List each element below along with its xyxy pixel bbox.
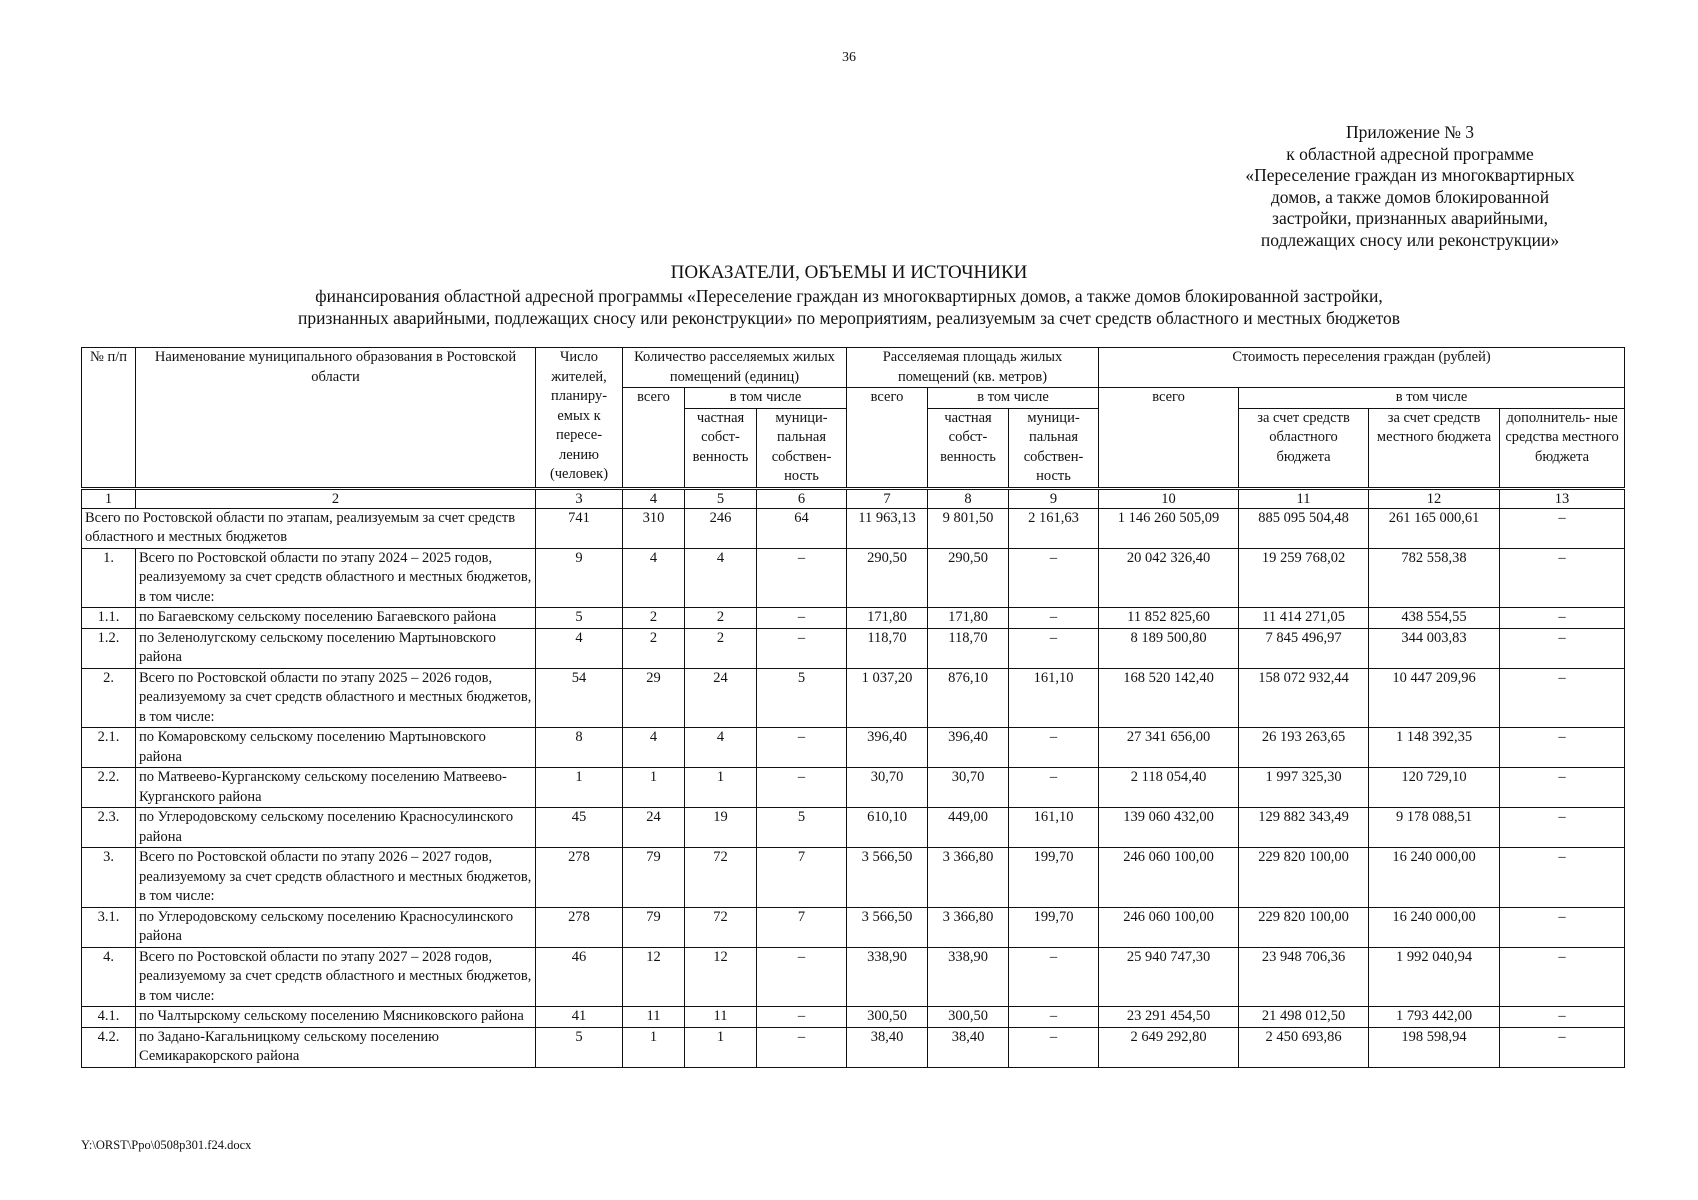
column-number: 9	[1009, 488, 1099, 508]
table-cell: 19 259 768,02	[1239, 548, 1369, 608]
column-numbers-row	[82, 488, 1625, 508]
table-row	[82, 1027, 1625, 1067]
table-cell: –	[1009, 1007, 1099, 1028]
header-residents: Число жителей, планиру- емых к пересе- лению (человек)	[536, 348, 623, 489]
table-cell: 2 118 054,40	[1099, 768, 1239, 808]
table-cell: 199,70	[1009, 848, 1099, 908]
table-cell: –	[1500, 1027, 1625, 1067]
table-cell: 2	[623, 608, 685, 629]
table-cell: 290,50	[928, 548, 1009, 608]
table-cell: 79	[623, 848, 685, 908]
header-local-budget: за счет средств местного бюджета	[1369, 408, 1500, 488]
row-name: по Углеродовскому сельскому поселению Красносулинского района	[136, 907, 536, 947]
table-cell: 300,50	[928, 1007, 1009, 1028]
header-units-municipal: муници- пальная собствен- ность	[757, 408, 847, 488]
table-cell: 4	[623, 548, 685, 608]
row-name: по Багаевскому сельскому поселению Багаевского района	[136, 608, 536, 629]
table-cell: 4	[623, 728, 685, 768]
table-row	[82, 728, 1625, 768]
table-cell: 1	[685, 768, 757, 808]
row-name: по Чалтырскому сельскому поселению Мясниковского района	[136, 1007, 536, 1028]
table-cell: 290,50	[847, 548, 928, 608]
table-cell: –	[1009, 768, 1099, 808]
row-name: Всего по Ростовской области по этапу 2026 – 2027 годов, реализуемому за счет средств областного и местных бюджетов, в том числе:	[136, 848, 536, 908]
table-row	[82, 628, 1625, 668]
appendix-line: домов, а также домов блокированной	[1270, 186, 1550, 207]
row-name: по Задано-Кагальницкому сельскому поселению Семикаракорского района	[136, 1027, 536, 1067]
table-cell: 8 189 500,80	[1099, 628, 1239, 668]
table-cell: 11	[685, 1007, 757, 1028]
column-number: 10	[1099, 488, 1239, 508]
table-cell: 139 060 432,00	[1099, 808, 1239, 848]
header-units-incl: в том числе	[685, 388, 847, 409]
appendix-block	[1200, 122, 1620, 251]
table-cell: 41	[536, 1007, 623, 1028]
table-cell: –	[1009, 1027, 1099, 1067]
table-cell: 278	[536, 907, 623, 947]
table-cell: 161,10	[1009, 808, 1099, 848]
header-units-group: Количество расселяемых жилых помещений (единиц)	[623, 348, 847, 388]
table-cell: 344 003,83	[1369, 628, 1500, 668]
table-cell: 11	[623, 1007, 685, 1028]
row-number: 2.3.	[82, 808, 136, 848]
table-cell: 229 820 100,00	[1239, 848, 1369, 908]
table-cell: 1	[623, 768, 685, 808]
table-cell: –	[1500, 848, 1625, 908]
table-cell: 38,40	[847, 1027, 928, 1067]
table-cell: 2 161,63	[1009, 508, 1099, 548]
table-cell: 25 940 747,30	[1099, 947, 1239, 1007]
appendix-line: «Переселение граждан из многоквартирных	[1245, 165, 1575, 185]
header-name: Наименование муниципального образования в Ростовской области	[136, 348, 536, 489]
table-cell: 4	[685, 728, 757, 768]
table-cell: 11 963,13	[847, 508, 928, 548]
row-name: Всего по Ростовской области по этапу 2024 – 2025 годов, реализуемому за счет средств областного и местных бюджетов, в том числе:	[136, 548, 536, 608]
table-cell: 24	[685, 668, 757, 728]
table-cell: 10 447 209,96	[1369, 668, 1500, 728]
table-cell: 16 240 000,00	[1369, 848, 1500, 908]
table-cell: 246 060 100,00	[1099, 848, 1239, 908]
table-cell: 1	[623, 1027, 685, 1067]
table-cell: 72	[685, 848, 757, 908]
table-cell: 168 520 142,40	[1099, 668, 1239, 728]
header-area-group: Расселяемая площадь жилых помещений (кв. метров)	[847, 348, 1099, 388]
table-cell: 161,10	[1009, 668, 1099, 728]
table-cell: 3 566,50	[847, 848, 928, 908]
header-area-incl: в том числе	[928, 388, 1099, 409]
table-cell: 2	[685, 628, 757, 668]
table-cell: 5	[536, 608, 623, 629]
row-number: 4.2.	[82, 1027, 136, 1067]
table-cell: 1	[685, 1027, 757, 1067]
table-row	[82, 1007, 1625, 1028]
table-row	[82, 768, 1625, 808]
table-cell: 2 450 693,86	[1239, 1027, 1369, 1067]
table-cell: –	[757, 728, 847, 768]
table-cell: 199,70	[1009, 907, 1099, 947]
column-number: 13	[1500, 488, 1625, 508]
table-cell: 1 793 442,00	[1369, 1007, 1500, 1028]
table-cell: –	[1500, 1007, 1625, 1028]
table-cell: –	[757, 548, 847, 608]
table-cell: 9	[536, 548, 623, 608]
table-cell: 8	[536, 728, 623, 768]
table-cell: –	[1500, 947, 1625, 1007]
table-cell: 885 095 504,48	[1239, 508, 1369, 548]
table-cell: 30,70	[928, 768, 1009, 808]
table-cell: –	[1009, 608, 1099, 629]
table-cell: 30,70	[847, 768, 928, 808]
table-cell: 38,40	[928, 1027, 1009, 1067]
table-cell: 4	[536, 628, 623, 668]
table-cell: –	[757, 768, 847, 808]
table-cell: 171,80	[847, 608, 928, 629]
row-name: по Матвеево-Курганскому сельскому поселению Матвеево-Курганского района	[136, 768, 536, 808]
table-cell: 5	[536, 1027, 623, 1067]
table-cell: –	[757, 608, 847, 629]
header-extra-local: дополнитель- ные средства местного бюджета	[1500, 408, 1625, 488]
table-cell: 198 598,94	[1369, 1027, 1500, 1067]
table-cell: 5	[757, 808, 847, 848]
column-number: 3	[536, 488, 623, 508]
row-number: 4.1.	[82, 1007, 136, 1028]
table-cell: 29	[623, 668, 685, 728]
table-cell: 1 992 040,94	[1369, 947, 1500, 1007]
header-area-total: всего	[847, 388, 928, 489]
table-cell: 1 148 392,35	[1369, 728, 1500, 768]
table-cell: 24	[623, 808, 685, 848]
row-number: 2.	[82, 668, 136, 728]
table-cell: 2 649 292,80	[1099, 1027, 1239, 1067]
table-cell: 7	[757, 907, 847, 947]
table-cell: –	[1500, 907, 1625, 947]
table-cell: 3 366,80	[928, 848, 1009, 908]
table-cell: 396,40	[928, 728, 1009, 768]
table-cell: 9 178 088,51	[1369, 808, 1500, 848]
table-cell: 23 291 454,50	[1099, 1007, 1239, 1028]
table-cell: 338,90	[928, 947, 1009, 1007]
table-cell: –	[1009, 548, 1099, 608]
column-number: 2	[136, 488, 536, 508]
row-number: 1.	[82, 548, 136, 608]
table-cell: 27 341 656,00	[1099, 728, 1239, 768]
appendix-line: Приложение № 3	[1345, 122, 1475, 142]
appendix-line: подлежащих сносу или реконструкции»	[1260, 229, 1560, 250]
column-number: 5	[685, 488, 757, 508]
table-cell: 7	[757, 848, 847, 908]
table-cell: –	[1500, 768, 1625, 808]
table-cell: 118,70	[928, 628, 1009, 668]
page-number: 36	[842, 50, 856, 65]
table-cell: 79	[623, 907, 685, 947]
table-row	[82, 808, 1625, 848]
table-row	[82, 608, 1625, 629]
grand-total-row	[82, 508, 1625, 548]
table-cell: 12	[623, 947, 685, 1007]
table-cell: 64	[757, 508, 847, 548]
header-regional-budget: за счет средств областного бюджета	[1239, 408, 1369, 488]
subtitle-line: финансирования областной адресной программы «Переселение граждан из многоквартирных домов, а также домов блокированной застройки,	[315, 286, 1383, 306]
table-cell: 120 729,10	[1369, 768, 1500, 808]
column-number: 1	[82, 488, 136, 508]
table-cell: 46	[536, 947, 623, 1007]
table-cell: 449,00	[928, 808, 1009, 848]
table-cell: –	[1500, 548, 1625, 608]
column-number: 8	[928, 488, 1009, 508]
row-name: по Комаровскому сельскому поселению Мартыновского района	[136, 728, 536, 768]
table-cell: 2	[623, 628, 685, 668]
appendix-line: застройки, признанных аварийными,	[1272, 208, 1548, 228]
table-cell: 338,90	[847, 947, 928, 1007]
table-cell: 9 801,50	[928, 508, 1009, 548]
table-cell: 1 146 260 505,09	[1099, 508, 1239, 548]
table-cell: –	[757, 628, 847, 668]
table-cell: 158 072 932,44	[1239, 668, 1369, 728]
header-area-private: частная собст- венность	[928, 408, 1009, 488]
column-number: 6	[757, 488, 847, 508]
table-cell: 11 852 825,60	[1099, 608, 1239, 629]
row-number: 2.1.	[82, 728, 136, 768]
table-cell: 3 366,80	[928, 907, 1009, 947]
table-body	[82, 348, 1625, 1068]
row-number: 3.	[82, 848, 136, 908]
header-area-municipal: муници- пальная собствен- ность	[1009, 408, 1099, 488]
table-cell: 3 566,50	[847, 907, 928, 947]
table-cell: –	[1500, 728, 1625, 768]
table-cell: 782 558,38	[1369, 548, 1500, 608]
table-cell: 72	[685, 907, 757, 947]
grand-total-label: Всего по Ростовской области по этапам, реализуемым за счет средств областного и местных бюджетов	[82, 508, 536, 548]
financing-table	[81, 347, 1625, 1068]
table-cell: 1 997 325,30	[1239, 768, 1369, 808]
table-cell: 20 042 326,40	[1099, 548, 1239, 608]
column-number: 4	[623, 488, 685, 508]
table-cell: –	[757, 1007, 847, 1028]
table-cell: –	[1500, 668, 1625, 728]
document-subtitle	[0, 285, 1698, 329]
row-number: 3.1.	[82, 907, 136, 947]
table-cell: 229 820 100,00	[1239, 907, 1369, 947]
row-number: 4.	[82, 947, 136, 1007]
table-cell: 1	[536, 768, 623, 808]
header-units-private: частная собст- венность	[685, 408, 757, 488]
table-cell: 21 498 012,50	[1239, 1007, 1369, 1028]
table-cell: 4	[685, 548, 757, 608]
table-cell: –	[1009, 947, 1099, 1007]
table-cell: 5	[757, 668, 847, 728]
table-cell: 396,40	[847, 728, 928, 768]
table-cell: 261 165 000,61	[1369, 508, 1500, 548]
table-cell: –	[1500, 628, 1625, 668]
table-cell: 45	[536, 808, 623, 848]
table-cell: 741	[536, 508, 623, 548]
table-cell: –	[1500, 808, 1625, 848]
table-cell: 12	[685, 947, 757, 1007]
table-cell: 876,10	[928, 668, 1009, 728]
row-name: по Углеродовскому сельскому поселению Красносулинского района	[136, 808, 536, 848]
table-cell: 300,50	[847, 1007, 928, 1028]
column-number: 12	[1369, 488, 1500, 508]
table-cell: 26 193 263,65	[1239, 728, 1369, 768]
table-cell: 1 037,20	[847, 668, 928, 728]
appendix-line: к областной адресной программе	[1286, 143, 1534, 164]
header-cost-group: Стоимость переселения граждан (рублей)	[1099, 348, 1625, 388]
table-cell: 610,10	[847, 808, 928, 848]
header-cost-incl: в том числе	[1239, 388, 1625, 409]
table-cell: –	[757, 1027, 847, 1067]
column-number: 11	[1239, 488, 1369, 508]
table-cell: –	[757, 947, 847, 1007]
table-row	[82, 848, 1625, 908]
row-number: 1.2.	[82, 628, 136, 668]
table-cell: 7 845 496,97	[1239, 628, 1369, 668]
table-cell: 2	[685, 608, 757, 629]
file-path-footer: Y:\ORST\Ppo\0508p301.f24.docx	[81, 1138, 252, 1152]
row-number: 2.2.	[82, 768, 136, 808]
table-row	[82, 668, 1625, 728]
table-cell: 278	[536, 848, 623, 908]
header-cost-total: всего	[1099, 388, 1239, 489]
table-cell: 310	[623, 508, 685, 548]
table-row	[82, 548, 1625, 608]
table-cell: –	[1500, 508, 1625, 548]
table-cell: –	[1009, 628, 1099, 668]
table-cell: –	[1009, 728, 1099, 768]
row-number: 1.1.	[82, 608, 136, 629]
row-name: Всего по Ростовской области по этапу 2025 – 2026 годов, реализуемому за счет средств областного и местных бюджетов, в том числе:	[136, 668, 536, 728]
row-name: Всего по Ростовской области по этапу 2027 – 2028 годов, реализуемому за счет средств областного и местных бюджетов, в том числе:	[136, 947, 536, 1007]
column-number: 7	[847, 488, 928, 508]
table-cell: –	[1500, 608, 1625, 629]
table-cell: 11 414 271,05	[1239, 608, 1369, 629]
table-cell: 171,80	[928, 608, 1009, 629]
table-cell: 438 554,55	[1369, 608, 1500, 629]
header-units-total: всего	[623, 388, 685, 489]
table-cell: 118,70	[847, 628, 928, 668]
header-num: № п/п	[82, 348, 136, 489]
table-row	[82, 947, 1625, 1007]
table-cell: 19	[685, 808, 757, 848]
table-row	[82, 907, 1625, 947]
document-title: ПОКАЗАТЕЛИ, ОБЪЕМЫ И ИСТОЧНИКИ	[670, 262, 1028, 283]
table-cell: 246	[685, 508, 757, 548]
table-cell: 16 240 000,00	[1369, 907, 1500, 947]
row-name: по Зеленолугскому сельскому поселению Мартыновского района	[136, 628, 536, 668]
subtitle-line: признанных аварийными, подлежащих сносу или реконструкции» по мероприятиям, реализуемым за счет средств областного и местных бюджетов	[297, 308, 1401, 328]
table-cell: 129 882 343,49	[1239, 808, 1369, 848]
table-cell: 54	[536, 668, 623, 728]
table-cell: 23 948 706,36	[1239, 947, 1369, 1007]
table-cell: 246 060 100,00	[1099, 907, 1239, 947]
